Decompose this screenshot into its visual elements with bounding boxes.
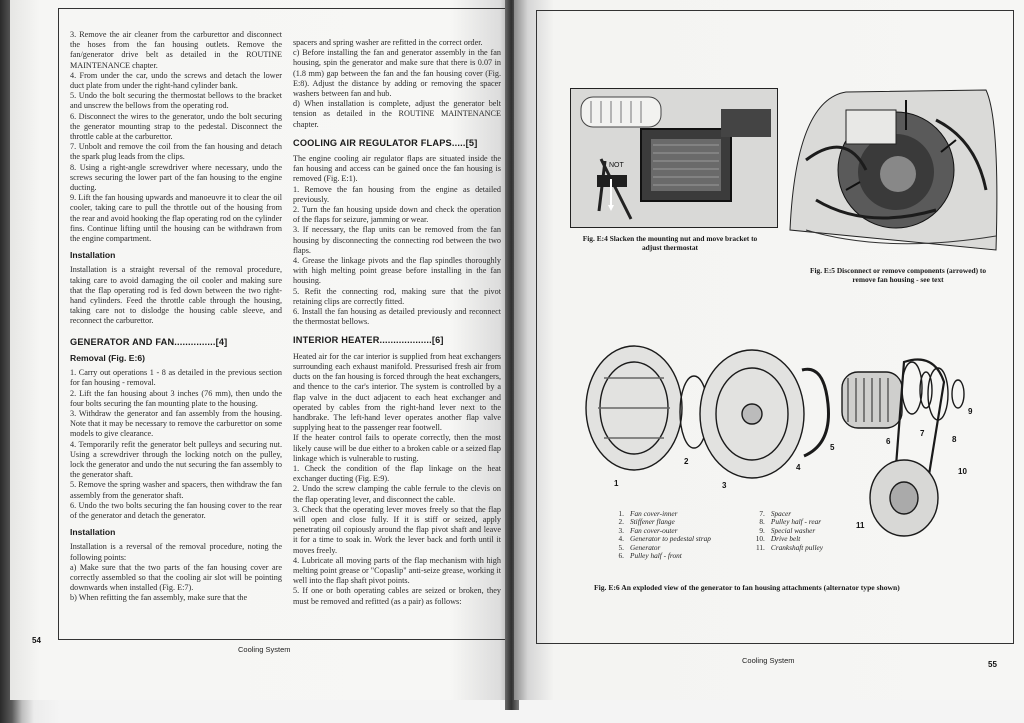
procedure-step: 5. Undo the bolt securing the thermostat bellows to the bracket and unscrew the bellows from the operating rod. — [70, 91, 282, 111]
procedure-step: 9. Lift the fan housing upwards and manoeuvre it to clear the oil cooler, taking care to pull the throttle out of the housing from the rear and avoid hooking the flap operating rod on the cylinder fins. Continue lifting until the housing can be withdrawn from the engine compartment. — [70, 193, 282, 244]
procedure-point: d) When installation is complete, adjust the generator belt tension as detailed in the ROUTINE MAINTENANCE chapter. — [293, 99, 501, 129]
legend-column — [751, 510, 823, 560]
engine-bay-illustration — [786, 80, 1004, 260]
cooling-flaps-heading: COOLING AIR REGULATOR FLAPS.....[5] — [293, 137, 478, 148]
text-column-1 — [70, 30, 282, 604]
thermostat-bracket-illustration — [571, 89, 778, 228]
fig4-label: NOT — [609, 162, 624, 169]
procedure-step: 5. Refit the connecting rod, making sure that the pivot retaining clips are correctly fitted. — [293, 286, 501, 306]
legend-column — [610, 510, 711, 560]
procedure-step: 4. Lubricate all moving parts of the flap mechanism with high melting point grease or "Copaslip" anti-seize grease, working it well into the flap shaft pivot points. — [293, 555, 501, 586]
heater-intro: Heated air for the car interior is supplied from heat exchangers surrounding each exhaust manifold. Pressurised fresh air from ducts on the fan housing is forced through the heat exchangers, and thence to the car's interior. The system is controlled by a flap valve in the duct adjacent to each heat exchanger and operated by cables from the right-hand lever next to the handbrake. The left-hand lever operates another flap valve supplying heat to the passenger rear footwell. — [293, 351, 501, 433]
procedure-step: 6. Install the fan housing as detailed previously and reconnect the thermostat bellows. — [293, 307, 501, 327]
procedure-step: 5. If one or both operating cables are seized or broken, they must be removed and refitted (as a pair) as follows: — [293, 586, 501, 606]
legend-text: Generator to pedestal strap — [630, 534, 711, 544]
legend-number: 1. — [618, 509, 624, 518]
footer-right: Cooling System — [742, 656, 795, 665]
special-washer — [952, 380, 964, 408]
pulley-front — [902, 362, 922, 414]
flaps-steps — [293, 185, 501, 328]
legend-text: Generator — [630, 542, 661, 552]
callout-5: 5 — [830, 443, 835, 452]
procedure-step: 4. Temporarily refit the generator belt pulleys and securing nut. Using a screwdriver through the locking notch on the pulley, lock the generator and undo the nut securing the fan assembly to the generator shaft. — [70, 439, 282, 480]
text-column-2 — [293, 38, 501, 607]
figure-e5-photo — [786, 80, 1004, 260]
figure-e6-legend — [610, 510, 860, 560]
procedure-step: 4. From under the car, undo the screws and detach the lower duct plate from under the right-hand cylinder bank. — [70, 70, 282, 91]
heater-steps — [293, 464, 501, 607]
page-number-left: 54 — [32, 636, 41, 645]
callout-6: 6 — [886, 437, 891, 446]
figure-e6-exploded-view — [574, 338, 1014, 538]
legend-number: 6. — [618, 551, 624, 561]
procedure-step: 3. Withdraw the generator and fan assembly from the housing. Note that it may be necessary to remove the carburettor on some models to give clearance. — [70, 408, 282, 439]
legend-number: 2. — [618, 517, 624, 527]
callout-1: 1 — [614, 479, 619, 488]
flaps-intro: The engine cooling air regulator flaps are situated inside the fan housing and access can be gained once the fan housing is removed (Fig. E:1). — [293, 154, 501, 184]
pulley-rear — [928, 368, 948, 420]
generator-strap — [802, 369, 829, 456]
procedure-step: 3. If necessary, the flap units can be removed from the fan housing by disconnecting the connecting rod between the two flaps. — [293, 225, 501, 255]
heater-intro-2: If the heater control fails to operate correctly, then the most likely cause will be due either to a broken cable or a seized flap linkage which is vulnerable to rusting. — [293, 433, 502, 463]
procedure-step: 3. Remove the air cleaner from the carburettor and disconnect the hoses from the fan housing outlets. Remove the fan/generator drive belt as detailed in the ROUTINE MAINTENANCE chapter. — [70, 30, 282, 70]
figure-e4-photo — [570, 88, 778, 228]
page-55 — [514, 0, 1024, 700]
procedure-step: 1. Carry out operations 1 - 8 as detailed in the previous section for fan housing - removal. — [70, 368, 282, 388]
generator-removal-steps — [70, 368, 282, 521]
callout-2: 2 — [684, 457, 689, 466]
legend-number: 5. — [618, 542, 624, 552]
legend-item — [610, 552, 711, 560]
legend-text: Special washer — [770, 525, 816, 535]
procedure-step: 3. Check that the operating lever moves freely so that the flap will open and close fully. If it is stiff or seized, apply penetrating oil copiously around the flap pivot shaft and leave it for a time to soak in. Work the lever back and forth until it moves freely. — [293, 504, 501, 555]
procedure-step: 1. Remove the fan housing from the engine as detailed previously. — [293, 184, 501, 204]
callout-3: 3 — [722, 481, 727, 490]
legend-item — [610, 535, 711, 543]
installation2-text: Installation is a reversal of the removal procedure, noting the following points: — [70, 542, 282, 562]
procedure-step: 2. Turn the fan housing upside down and check the operation of the flaps for seizure, jamming or wear. — [293, 205, 501, 225]
procedure-step: 6. Disconnect the wires to the generator, undo the bolt securing the generator mounting strap to the pedestal. Disconnect the throttle cable at the carburettor. — [70, 111, 282, 142]
legend-text: Spacer — [770, 509, 792, 518]
installation-heading: Installation — [70, 250, 116, 261]
installation2-heading: Installation — [70, 527, 116, 538]
legend-item — [751, 544, 823, 552]
legend-number: 3. — [618, 525, 624, 535]
callout-8: 8 — [952, 435, 957, 444]
generator-fan-heading: GENERATOR AND FAN...............[4] — [70, 336, 228, 347]
footer-left: Cooling System — [238, 645, 291, 654]
legend-text: Crankshaft pulley — [770, 542, 823, 552]
legend-text: Drive belt — [770, 534, 801, 544]
procedure-step: 2. Lift the fan housing about 3 inches (76 mm), then undo the four bolts securing the fan mounting plate to the housing. — [70, 388, 282, 408]
procedure-step: 2. Undo the screw clamping the cable ferrule to the clevis on the flap operating lever, and disconnect the cable. — [293, 484, 501, 504]
procedure-point: spacers and spring washer are refitted in the correct order. — [293, 38, 483, 47]
removal-heading: Removal (Fig. E:6) — [70, 352, 145, 363]
legend-text: Stiffener flange — [630, 517, 675, 527]
callout-9: 9 — [968, 407, 973, 416]
callout-7: 7 — [920, 429, 925, 438]
legend-text: Pulley half - rear — [770, 517, 822, 527]
callout-10: 10 — [958, 467, 967, 476]
page-54 — [10, 0, 514, 700]
legend-number: 4. — [618, 534, 624, 544]
fan-housing-removal-steps — [70, 30, 282, 244]
callout-11: 11 — [856, 521, 865, 530]
legend-text: Fan cover-outer — [630, 525, 678, 535]
procedure-step: 4. Grease the linkage pivots and the flap spindles thoroughly with high melting point grease before installing in the fan housing. — [293, 256, 501, 286]
legend-text: Fan cover-inner — [630, 509, 678, 518]
interior-heater-heading: INTERIOR HEATER...................[6] — [293, 335, 444, 346]
callout-4: 4 — [796, 463, 801, 472]
figure-e5-caption: Fig. E:5 Disconnect or remove components (arrowed) to remove fan housing - see text — [809, 266, 987, 284]
figure-e4-caption: Fig. E:4 Slacken the mounting nut and move bracket to adjust thermostat — [582, 234, 758, 252]
installation-text: Installation is a straight reversal of the removal procedure, taking care to avoid damaging the oil cooler and making sure that the flap operating rod is fed down between the two right-hand cylinders. Feed the throttle cable through the housing, taking care not to dislodge the housing cable sleeve, and reconnect the carburettor. — [70, 265, 282, 326]
figure-e6-caption: Fig. E:6 An exploded view of the generator to fan housing attachments (alternator type shown) — [594, 583, 900, 592]
legend-number: 10. — [755, 534, 765, 544]
installation-points-continued — [293, 38, 501, 130]
legend-text: Pulley half - front — [630, 551, 682, 561]
procedure-step: 7. Unbolt and remove the coil from the fan housing and detach the spark plug leads from the clips. — [70, 142, 282, 162]
legend-number: 11. — [756, 542, 765, 552]
procedure-point: b) When refitting the fan assembly, make sure that the — [70, 593, 248, 603]
procedure-point: c) Before installing the fan and generator assembly in the fan housing, spin the generator and make sure that there is 0.07 in (1.8 mm) gap between the fan and the fan housing cover (Fig. E:8). Adjust the distance by adding or removing the spacer washers between fan and hub. — [293, 48, 501, 99]
legend-number: 7. — [759, 509, 765, 518]
legend-number: 8. — [759, 517, 765, 527]
procedure-step: 6. Undo the two bolts securing the fan housing cover to the rear of the generator and detach the generator. — [70, 500, 282, 520]
procedure-step: 5. Remove the spring washer and spacers, then withdraw the fan assembly from the generator shaft. — [70, 480, 282, 500]
procedure-step: 1. Check the condition of the flap linkage on the heat exchanger ducting (Fig. E:9). — [293, 463, 501, 484]
procedure-step: 8. Using a right-angle screwdriver where necessary, undo the screws securing the lower part of the fan housing to the engine ducting. — [70, 162, 282, 193]
page-number-right: 55 — [988, 660, 997, 669]
installation2-points — [70, 563, 282, 604]
procedure-point: a) Make sure that the two parts of the fan housing cover are correctly assembled so that the cooling air slot will be pointing downwards when installed (Fig. E:7). — [70, 562, 282, 593]
legend-number: 9. — [759, 525, 765, 535]
